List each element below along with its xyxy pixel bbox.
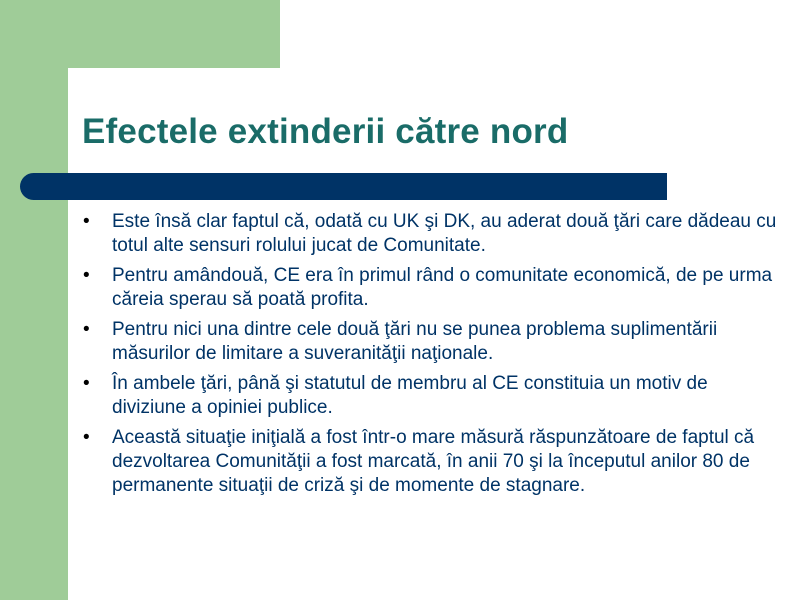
decorative-green-band-top [0,0,280,68]
bullet-icon: • [83,211,90,232]
bullet-text: În ambele ţări, până şi statutul de membru al CE constituia un motiv de diviziune a opiniei publice. [112,373,708,418]
bullet-list [80,210,780,504]
title-underline-bar [20,173,667,200]
bullet-item [80,264,780,312]
bullet-text: Pentru nici una dintre cele două ţări nu se punea problema suplimentării măsurilor de limitare a suveranităţii naţionale. [112,319,718,364]
bullet-icon: • [83,265,90,286]
bullet-text: Această situaţie iniţială a fost într-o mare măsură răspunzătoare de faptul că dezvoltarea Comunităţii a fost marcată, în anii 70 şi la începutul anilor 80 de permanente situaţii de criză şi de momente de stagnare. [112,427,755,496]
bullet-icon: • [83,319,90,340]
bullet-item [80,426,780,498]
bullet-item [80,318,780,366]
bullet-item [80,372,780,420]
bullet-icon: • [83,373,90,394]
slide-title: Efectele extinderii către nord [82,112,569,151]
bullet-icon: • [83,427,90,448]
decorative-green-band-left [0,0,68,600]
bullet-text: Este însă clar faptul că, odată cu UK şi DK, au aderat două ţări care dădeau cu totul alte sensuri rolului jucat de Comunitate. [112,211,777,256]
bullet-text: Pentru amândouă, CE era în primul rând o comunitate economică, de pe urma căreia sperau să poată profita. [112,265,773,310]
bullet-item [80,210,780,258]
